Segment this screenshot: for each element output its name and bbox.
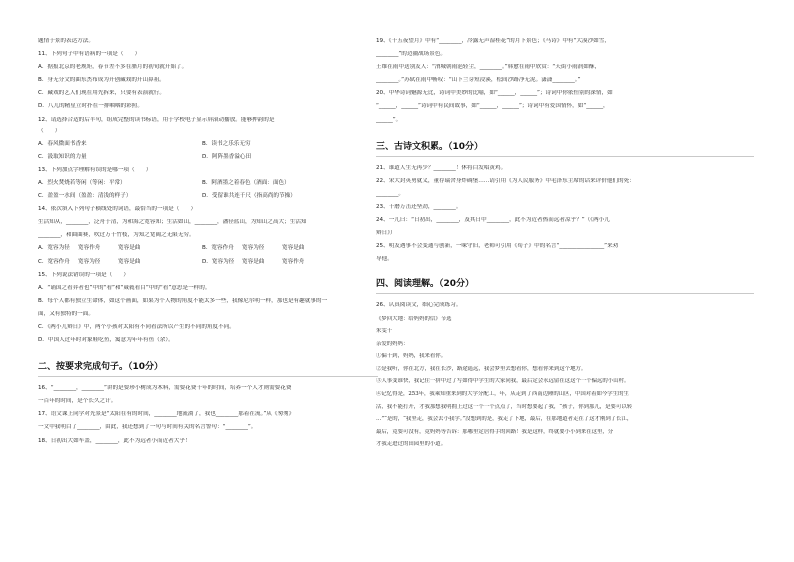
passage-line: 才我走进过的田园里的小道。 [376,441,447,448]
question-19b-cont: ________。”苏轼在雨中畅叹：“山下兰芽短浸溪，松间沙路净无泥。潇潇________。” [376,77,581,84]
q11-option-c: C．藏戏的艺人们现在用先拆来，只要有表演就行。 [38,90,165,97]
section-3-title: 三、古诗文积累。（10分） [376,141,484,152]
q15-option-c: C．《两小儿辩日》中，两个小孩对太阳有不同看法所以产生的不同的角度不同。 [38,323,235,330]
passage-title: 《梦回大地：给妈妈的信》节选 [376,315,452,322]
q14-option-b-3: 宽容是曲 [282,245,305,252]
question-11-stem: 11、下列句子中有语病的一项是（ ） [38,51,141,58]
passage-line: ②是我听，你在北方，我在长沙，路途遥远，我会梦里去想看你，想看你来到这个地方。 [376,365,587,372]
q14-option-a-2: 宽容作舟 [78,245,101,252]
question-13-stem: 13、下列加点字理解有误的是哪一项（ ） [38,166,152,173]
left-column [38,38,378,451]
q14-option-c-1: C．宽容作舟 [38,258,70,265]
passage-line: ①偏千到，妈妈，我来看你。 [376,353,447,360]
question-23: 23、千磨万击还坚劲，________。 [376,203,462,210]
q13-option-row [38,193,378,206]
section-4-title: 四、阅读理解。（20分） [376,279,475,290]
section-divider [38,376,378,377]
question-16-cont: 一百年的时间，是个长久之计。 [38,398,117,405]
question-12-stem: 12、请选择合适的后半句，组成完整的读书标语，用于学校电子显示屏滚动播放。能够押韵的是 [38,116,275,123]
q13-option-d: D．受留谁共连千尺（指高尚的节操） [202,193,296,200]
q11-option-b: B．身无分文的曲东杰布成为开创藏戏的开山鼻祖。 [38,77,165,84]
section-divider [376,293,754,294]
q14-option-a-1: A．宽容为径 [38,245,70,252]
q14-option-c-2: 宽容为径 [78,258,101,265]
passage-line: 活，我不能打开，才我那想我明拥上过这一个一个点点了，当时想要起了我，“孩子，你到那儿，是要可以转 [376,403,633,410]
question-15-stem: 15、下列说法错误的一项是（ ） [38,271,130,278]
question-20: 20、中华诗词魅源无比，诗词中美妙的比喻，如“______，______”；诗词中你依恒别的深情，如 [376,90,613,97]
question-24-cont: 辩日》） [376,230,396,237]
question-20-cont: ______”。 [376,116,402,123]
passage-line: ③人事变谁快，我记住一拼中过了写如得中学生的大家同我，最后定会永远留在这这个一个偏远的小山村。 [376,378,630,385]
question-19-cont: ________”的边疆战场景色。 [376,51,447,58]
text-line: 题情于景的表达方法。 [38,38,94,44]
question-20-cont: “______，______”诗词中有民间故事，如“______，______”；诗词中有爱国情怀，如“______， [376,103,609,110]
passage-line: 最后，竟要可没有，竟妈妈等告诉：那哪里定居得手的回路！我是这样，终就要小小到来在这里，分 [376,428,614,435]
q13-option-c: C．盈盈一水间（盈盈：清浅的样子） [38,193,132,200]
q12-option-row [38,141,378,154]
q12-option-row [38,154,378,167]
q11-option-d: D．八儿的精星立时扑在一排咽咽的彩照。 [38,103,143,110]
question-24: 24、一儿曰：“日初出，________，及其日中________，此不为近者热而远者凉乎？”（《两小儿 [376,217,610,224]
q14-option-d-2: 宽容是曲 [242,258,265,265]
q13-option-row [38,180,378,193]
right-column [376,38,754,454]
question-17-cont: 一文中我明白了________，由此，我还想到了一句与时间有关的名言警句：“________”。 [38,424,257,431]
section-2-title: 二、按要求完成句子。（10分） [38,362,164,373]
question-14-stem: 14、依次填入下列句子横线处的词语，最恰当的一项是（ ） [38,206,197,213]
question-16: 16、“________，________”讲的是要珍小树成为木料，需要花费十年的时间，培养一个人才则需要花费 [38,385,292,392]
q15-option-a: A．“诵国之看弈者也”中的“看”和“葳蕤看目”中的“看”意思是一样的。 [38,284,211,291]
question-25-cont: 导他。 [376,256,393,263]
question-19: 19、《十五夜望月》中有“________，冷露无声湿桂花”的月下景色；《马诗》中有“大漠沙如雪， [376,38,610,44]
question-18: 18、日初出大如车盖，________，此不为远者小而近者大乎！ [38,437,191,444]
q15-option-b-cont: 面，又有独特的一面。 [38,310,94,317]
question-12-bracket: （ ） [38,127,61,134]
q12-option-d: D．阿阵墨香溢心田 [202,153,252,160]
question-21: 21、谁道人生无再少？________！休将白发唱黄鸡。 [376,164,507,171]
question-25: 25、明友遇事不会变通与创新，一味守旧，老师可引用《荀子》中的名言“________________”来劝 [376,243,619,250]
q12-option-a: A．春风微面书香来 [38,140,87,147]
q13-option-a: A．烈火焚烧若等闲（等闲：平常） [38,179,126,186]
question-14-text: ________，和曲曲赛，吹过万千竹枝，为知之宽阔之无限无穷。 [38,232,195,239]
question-26: 26、认真阅读文，细心完成练习。 [376,302,462,309]
q14-option-b-1: B．宽容作舟 [202,245,234,252]
passage-line: ④记忆得是，253年，我乘知重来到的大学分配工，年，从走到了西南边陲的山区，中国对着如今学生的生 [376,391,629,398]
q15-option-d: D．中国人过年时对象鞋吃鱼，寓意为年年有鱼（余）。 [38,337,174,344]
question-17: 17、语文课上同学对光景是“太阳在有的时间，________地流淌了，我也________那着在流。”从《匆匆》 [38,411,295,418]
q14-option-b-2: 宽容为径 [242,245,265,252]
section-divider [376,156,754,157]
passage-line: …”“是的，“我坚走，我会去小我学。”没想到的是，我走了下地，最后，在那地道者走在了这才刚到了长江， [376,416,633,423]
q14-option-row [38,245,378,258]
q12-option-c: C．汲取知识的力量 [38,153,87,160]
question-19b: 王维在雨中送别友人：“渭城朝雨浥轻尘，________。”韩愈在雨中欣赏：“天街小雨润如酥， [376,64,601,71]
passage-author: 朱雯千 [376,328,393,335]
q14-option-a-3: 宽容是曲 [118,245,141,252]
question-22: 22、宋大封英勇就义，董存瑞舍身炸碉堡……请引用《为人民服务》中毛泽东主席的话来评价他们的死： [376,177,635,184]
q14-option-d-1: D．宽容为径 [202,258,235,265]
q14-option-row [38,259,378,272]
q15-option-b: B．每个人都有独立生命体，如这个画面，如果为个人物的角度不能太多一些，我像尼尔明一样，那也是有趣就事的一 [38,297,328,304]
q12-option-b: B．读书之乐乐无穷 [202,140,251,147]
q14-option-d-3: 宽容作舟 [282,258,305,265]
question-14-text: 生活知从，________，泛舟于清，为和海之宽容知；生活如山，________，潘径蓝山，为知山之高大；生活知 [38,219,307,226]
passage-line: 亲爱的妈妈： [376,340,409,347]
q11-option-a: A．据报北京的老规矩，春节差不多在腊月的初旬就开始了。 [38,64,188,71]
q13-option-b: B．阿酒墨之着春色（酒面：面色） [202,179,290,186]
question-22-cont: ________。 [376,190,404,197]
q14-option-c-3: 宽容是曲 [118,258,141,265]
